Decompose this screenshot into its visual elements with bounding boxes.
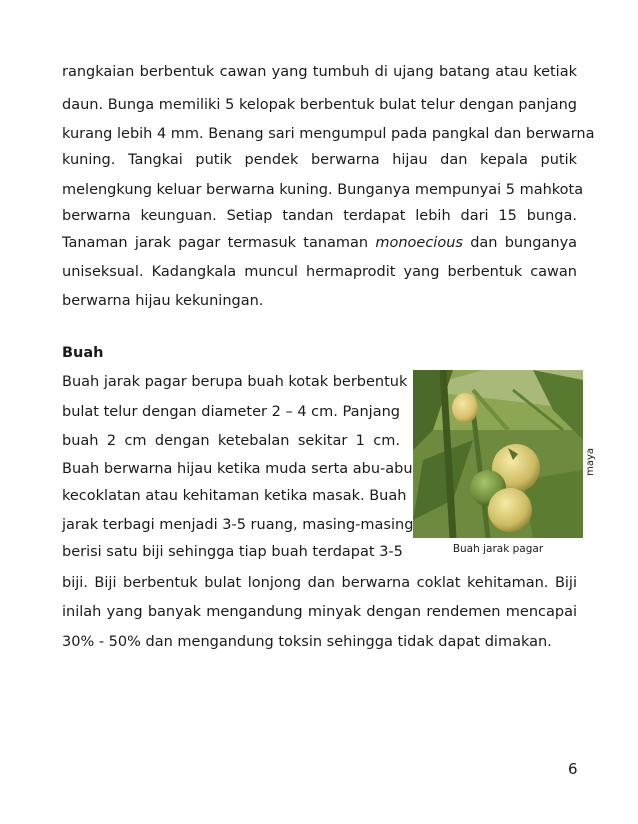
text-line: melengkung keluar berwarna kuning. Bunganya mempunyai 5 mahkota (62, 182, 584, 198)
text-line: kecoklatan atau kehitaman ketika masak. Buah (62, 488, 407, 504)
text-line: kurang lebih 4 mm. Benang sari mengumpul pada pangkal dan berwarna (62, 126, 595, 142)
italic-term: monoecious (375, 235, 463, 251)
fruit-photo (413, 370, 583, 538)
text-line: buah 2 cm dengan ketebalan sekitar 1 cm. (62, 433, 400, 449)
figure-caption: Buah jarak pagar (452, 543, 544, 555)
text-line: 30% - 50% dan mengandung toksin sehingga tidak dapat dimakan. (62, 634, 552, 650)
text-line: uniseksual. Kadangkala muncul hermaprodit yang berbentuk cawan (62, 264, 577, 280)
text-line: daun. Bunga memiliki 5 kelopak berbentuk bulat telur dengan panjang (62, 97, 577, 113)
text-line: biji. Biji berbentuk bulat lonjong dan berwarna coklat kehitaman. Biji (62, 575, 577, 591)
page-number: 6 (568, 760, 578, 778)
text-line: berwarna keunguan. Setiap tandan terdapat lebih dari 15 bunga. (62, 208, 577, 224)
photo-credit: maya (585, 448, 596, 476)
text-line (62, 233, 577, 253)
text-line: Buah jarak pagar berupa buah kotak berbentuk (62, 374, 408, 390)
text-line: jarak terbagi menjadi 3-5 ruang, masing-masing (62, 517, 414, 533)
text-line: Buah berwarna hijau ketika muda serta abu-abu (62, 461, 413, 477)
text-line: rangkaian berbentuk cawan yang tumbuh di ujang batang atau ketiak (62, 64, 577, 80)
text-line: inilah yang banyak mengandung minyak dengan rendemen mencapai (62, 604, 577, 620)
text-line: berisi satu biji sehingga tiap buah terdapat 3-5 (62, 544, 403, 560)
text-line: kuning. Tangkai putik pendek berwarna hijau dan kepala putik (62, 152, 577, 168)
text-segment: Tanaman jarak pagar termasuk tanaman (62, 235, 369, 251)
text-segment: dan bunganya (470, 235, 578, 251)
section-heading: Buah (62, 345, 104, 361)
text-line: bulat telur dengan diameter 2 – 4 cm. Panjang (62, 404, 400, 420)
text-line: berwarna hijau kekuningan. (62, 293, 264, 309)
